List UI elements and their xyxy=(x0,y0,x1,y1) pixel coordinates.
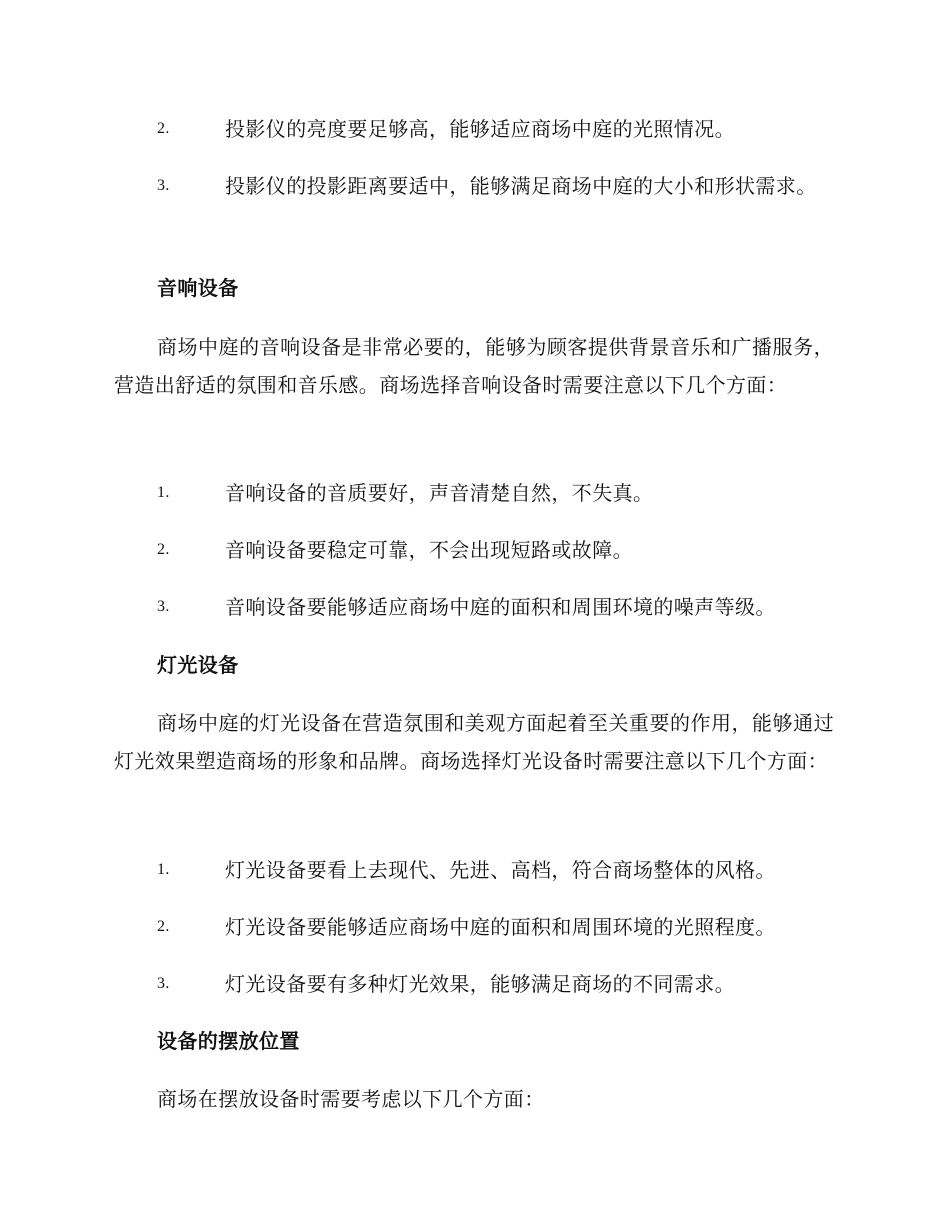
list-number: 3. xyxy=(157,598,170,615)
list-text: 音响设备要稳定可靠，不会出现短路或故障。 xyxy=(225,538,633,562)
paragraph-placement: 商场在摆放设备时需要考虑以下几个方面： xyxy=(157,1087,545,1111)
section-heading-placement: 设备的摆放位置 xyxy=(157,1029,300,1053)
list-item xyxy=(114,474,834,512)
list-number: 2. xyxy=(157,541,170,558)
list-text: 灯光设备要看上去现代、先进、高档，符合商场整体的风格。 xyxy=(225,858,776,882)
list-item xyxy=(114,908,834,946)
list-number: 3. xyxy=(157,177,170,194)
list-item xyxy=(114,531,834,569)
list-number: 2. xyxy=(157,120,170,137)
paragraph-audio: 商场中庭的音响设备是非常必要的，能够为顾客提供背景音乐和广播服务，营造出舒适的氛围和音乐感。商场选择音响设备时需要注意以下几个方面： xyxy=(114,335,834,397)
list-number: 1. xyxy=(157,861,170,878)
list-number: 2. xyxy=(157,918,170,935)
section-heading-audio: 音响设备 xyxy=(157,276,239,300)
list-item xyxy=(114,110,834,148)
list-item xyxy=(114,588,834,626)
list-item xyxy=(114,965,834,1003)
list-text: 投影仪的投影距离要适中，能够满足商场中庭的大小和形状需求。 xyxy=(225,174,817,198)
list-text: 音响设备的音质要好，声音清楚自然，不失真。 xyxy=(225,481,654,505)
list-text: 灯光设备要有多种灯光效果，能够满足商场的不同需求。 xyxy=(225,972,735,996)
list-text: 音响设备要能够适应商场中庭的面积和周围环境的噪声等级。 xyxy=(225,595,776,619)
list-number: 1. xyxy=(157,484,170,501)
list-item xyxy=(114,167,834,205)
list-item xyxy=(114,851,834,889)
paragraph-lighting: 商场中庭的灯光设备在营造氛围和美观方面起着至关重要的作用，能够通过灯光效果塑造商场的形象和品牌。商场选择灯光设备时需要注意以下几个方面： xyxy=(114,711,834,773)
list-text: 投影仪的亮度要足够高，能够适应商场中庭的光照情况。 xyxy=(225,117,735,141)
section-heading-lighting: 灯光设备 xyxy=(157,653,239,677)
list-number: 3. xyxy=(157,975,170,992)
list-text: 灯光设备要能够适应商场中庭的面积和周围环境的光照程度。 xyxy=(225,915,776,939)
